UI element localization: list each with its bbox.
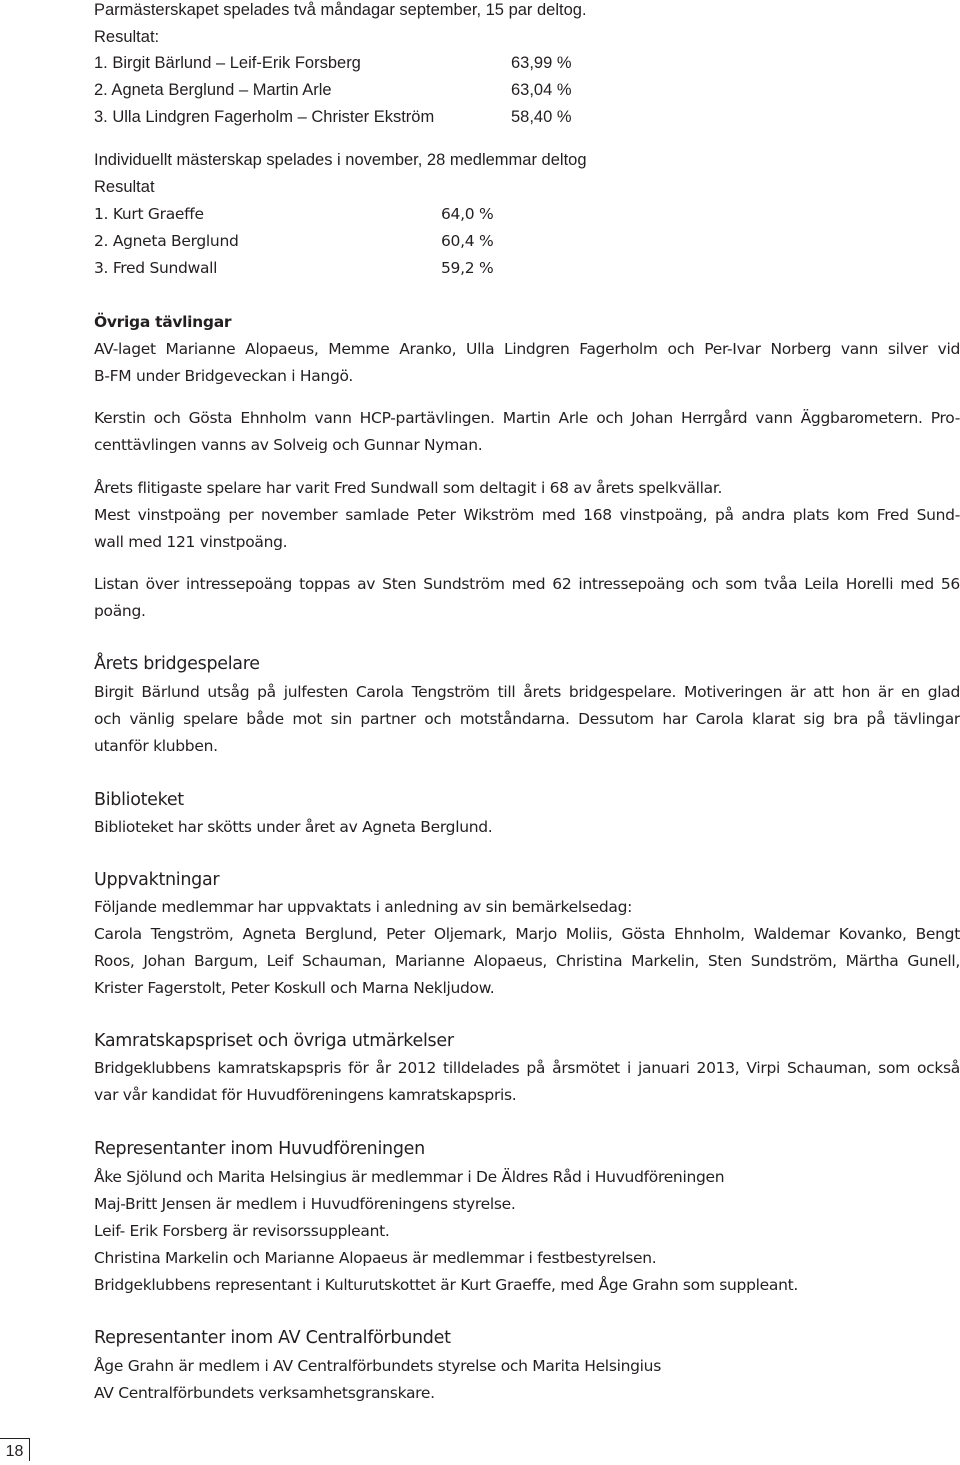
pair-score: 63,04 % [511,81,572,99]
paragraph-line: Christina Markelin och Marianne Alopaeus är medlemmar i festbestyrelsen. [94,1249,657,1267]
pair-name: 3. Ulla Lindgren Fagerholm – Christer Ekström [94,108,435,126]
paragraph-line: utanför klubben. [94,737,218,755]
pair-name: 1. Birgit Bärlund – Leif-Erik Forsberg [94,54,361,72]
individual-line: Individuellt mästerskap spelades i november, 28 medlemmar deltog [94,151,587,169]
paragraph-line: Kerstin och Gösta Ehnholm vann HCP-partävlingen. Martin Arle och Johan Herrgård vann Äggbarometern. Pro- [94,409,960,427]
paragraph-line: Mest vinstpoäng per november samlade Peter Wikström med 168 vinstpoäng, på andra plats kom Fred Sund- [94,506,960,524]
ovriga-heading: Övriga tävlingar [94,313,232,331]
individual-name: 1. Kurt Graeffe [94,205,204,223]
individual-name: 2. Agneta Berglund [94,232,239,250]
paragraph-line: Bridgeklubbens representant i Kulturutskottet är Kurt Graeffe, med Åge Grahn som suppleant. [94,1276,799,1294]
individual-score: 59,2 % [441,259,494,277]
paragraph-line: AV Centralförbundets verksamhetsgranskare. [94,1384,435,1402]
paragraph-line: Åge Grahn är medlem i AV Centralförbundets styrelse och Marita Helsingius [94,1357,661,1375]
pair-result-row [94,107,594,127]
paragraph-line: Följande medlemmar har uppvaktats i anledning av sin bemärkelsedag: [94,898,633,916]
individual-score: 64,0 % [441,205,494,223]
parmasterskap-line: Parmästerskapet spelades två måndagar september, 15 par deltog. [94,1,587,19]
paragraph-line: Åke Sjölund och Marita Helsingius är medlemmar i De Äldres Råd i Huvudföreningen [94,1168,725,1186]
paragraph-line: Bridgeklubbens kamratskapspris för år 2012 tilldelades på årsmötet i januari 2013, Virpi Schauman, som också [94,1059,960,1077]
bridgespelare-heading: Årets bridgespelare [94,654,260,674]
paragraph-line: B-FM under Bridgeveckan i Hangö. [94,367,354,385]
resultat-label: Resultat: [94,28,160,46]
paragraph-line: var vår kandidat för Huvudföreningens kamratskapspris. [94,1086,517,1104]
pair-score: 58,40 % [511,108,572,126]
individual-result-row [94,231,514,251]
centralforbundet-heading: Representanter inom AV Centralförbundet [94,1328,451,1348]
individual-result-row [94,258,514,278]
paragraph-line: Listan över intressepoäng toppas av Sten Sundström med 62 intressepoäng och som tvåa Leila Horelli med 56 [94,575,960,593]
uppvaktningar-heading: Uppvaktningar [94,870,220,890]
paragraph-line: och vänlig spelare både mot sin partner och motståndarna. Dessutom har Carola klarat sig bra på tävlingar [94,710,960,728]
paragraph-line: centtävlingen vanns av Solveig och Gunnar Nyman. [94,436,483,454]
individual-resultat-label: Resultat [94,178,155,196]
paragraph-line: Roos, Johan Bargum, Leif Schauman, Marianne Alopaeus, Christina Markelin, Sten Sundström, Märtha Gunell, [94,952,960,970]
individual-result-row [94,204,514,224]
paragraph-line: Biblioteket har skötts under året av Agneta Berglund. [94,818,493,836]
paragraph-line: Krister Fagerstolt, Peter Koskull och Marna Nekljudow. [94,979,495,997]
paragraph-line: Leif- Erik Forsberg är revisorssuppleant. [94,1222,390,1240]
individual-name: 3. Fred Sundwall [94,259,218,277]
pair-result-row [94,53,594,73]
huvudforeningen-heading: Representanter inom Huvudföreningen [94,1139,425,1159]
kamratskap-heading: Kamratskapspriset och övriga utmärkelser [94,1031,454,1051]
paragraph-line: Birgit Bärlund utsåg på julfesten Carola Tengström till årets bridgespelare. Motiveringen är att hon är en glad [94,683,960,701]
pair-score: 63,99 % [511,54,572,72]
pair-result-row [94,80,594,100]
paragraph-line: Årets flitigaste spelare har varit Fred Sundwall som deltagit i 68 av årets spelkvällar. [94,479,723,497]
individual-score: 60,4 % [441,232,494,250]
paragraph-line: Maj-Britt Jensen är medlem i Huvudföreningens styrelse. [94,1195,516,1213]
pair-name: 2. Agneta Berglund – Martin Arle [94,81,332,99]
paragraph-line: poäng. [94,602,146,620]
paragraph-line: wall med 121 vinstpoäng. [94,533,288,551]
biblioteket-heading: Biblioteket [94,790,184,810]
paragraph-line: AV-laget Marianne Alopaeus, Memme Aranko, Ulla Lindgren Fagerholm och Per-Ivar Norberg vann silver vid [94,340,960,358]
paragraph-line: Carola Tengström, Agneta Berglund, Peter Oljemark, Marjo Moliis, Gösta Ehnholm, Waldemar Kovanko, Bengt [94,925,960,943]
page-number: 18 [0,1438,30,1461]
